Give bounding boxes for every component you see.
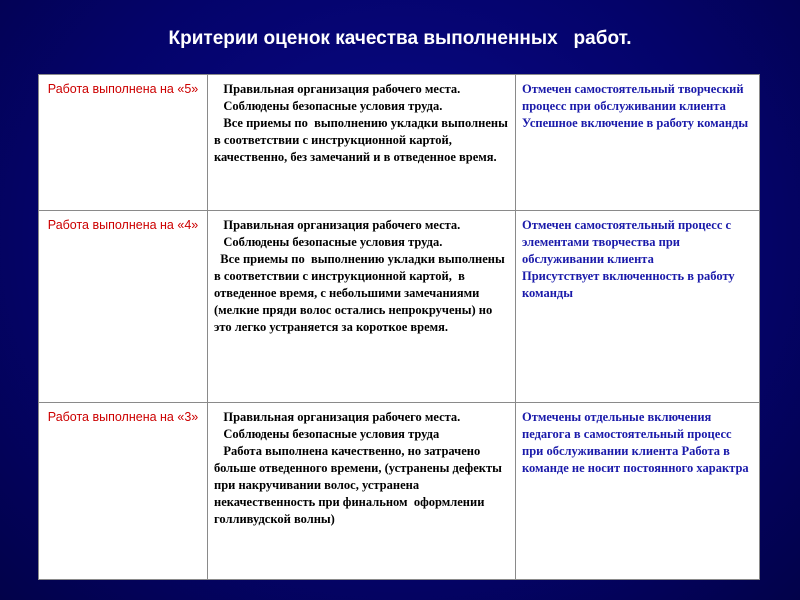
- note-line: Отмечены отдельные включения педагога в самостоятельный процесс при обслуживании клиента Работа в команде не носит постоянного характра: [522, 410, 749, 475]
- criteria-line: Правильная организация рабочего места.: [214, 410, 461, 424]
- criteria-cell: [208, 75, 516, 211]
- note-line: Отмечен самостоятельный творческий процесс при обслуживании клиента: [522, 82, 744, 113]
- criteria-line: Соблюдены безопасные условия труда.: [214, 235, 443, 249]
- note-line: Успешное включение в работу команды: [522, 116, 749, 130]
- note-cell: [516, 75, 760, 211]
- note-line: Отмечен самостоятельный процесс с элементами творчества при обслуживании клиента: [522, 218, 732, 266]
- note-cell: [516, 403, 760, 580]
- grade-cell: Работа выполнена на «3»: [39, 403, 208, 580]
- criteria-line: Работа выполнена качественно, но затрачено больше отведенного времени, (устранены дефекты при накручивании волос, устранена некачественность при финальном оформлении голливудской волны): [214, 444, 509, 526]
- note-line: Присутствует включенность в работу команды: [522, 269, 735, 300]
- grade-cell: Работа выполнена на «5»: [39, 75, 208, 211]
- criteria-line: Правильная организация рабочего места.: [214, 82, 461, 96]
- table-row: [39, 75, 760, 211]
- table-row: [39, 403, 760, 580]
- criteria-line: Все приемы по выполнению укладки выполнены в соответствии с инструкционной картой, качественно, без замечаний и в отведенное время.: [214, 116, 511, 164]
- note-cell: [516, 211, 760, 403]
- criteria-table: [38, 74, 760, 580]
- criteria-line: Правильная организация рабочего места.: [214, 218, 461, 232]
- criteria-line: Соблюдены безопасные условия труда.: [214, 99, 443, 113]
- criteria-cell: [208, 403, 516, 580]
- page-title: Критерии оценок качества выполненных работ.: [168, 28, 632, 49]
- criteria-cell: [208, 211, 516, 403]
- grade-cell: Работа выполнена на «4»: [39, 211, 208, 403]
- criteria-line: Соблюдены безопасные условия труда: [214, 427, 440, 441]
- table-row: [39, 211, 760, 403]
- criteria-line: Все приемы по выполнению укладки выполнены в соответствии с инструкционной картой, в отведенное время, с небольшими замечаниями (мелкие пряди волос остались непрокручены) но это легко устраняется за короткое время.: [214, 252, 508, 334]
